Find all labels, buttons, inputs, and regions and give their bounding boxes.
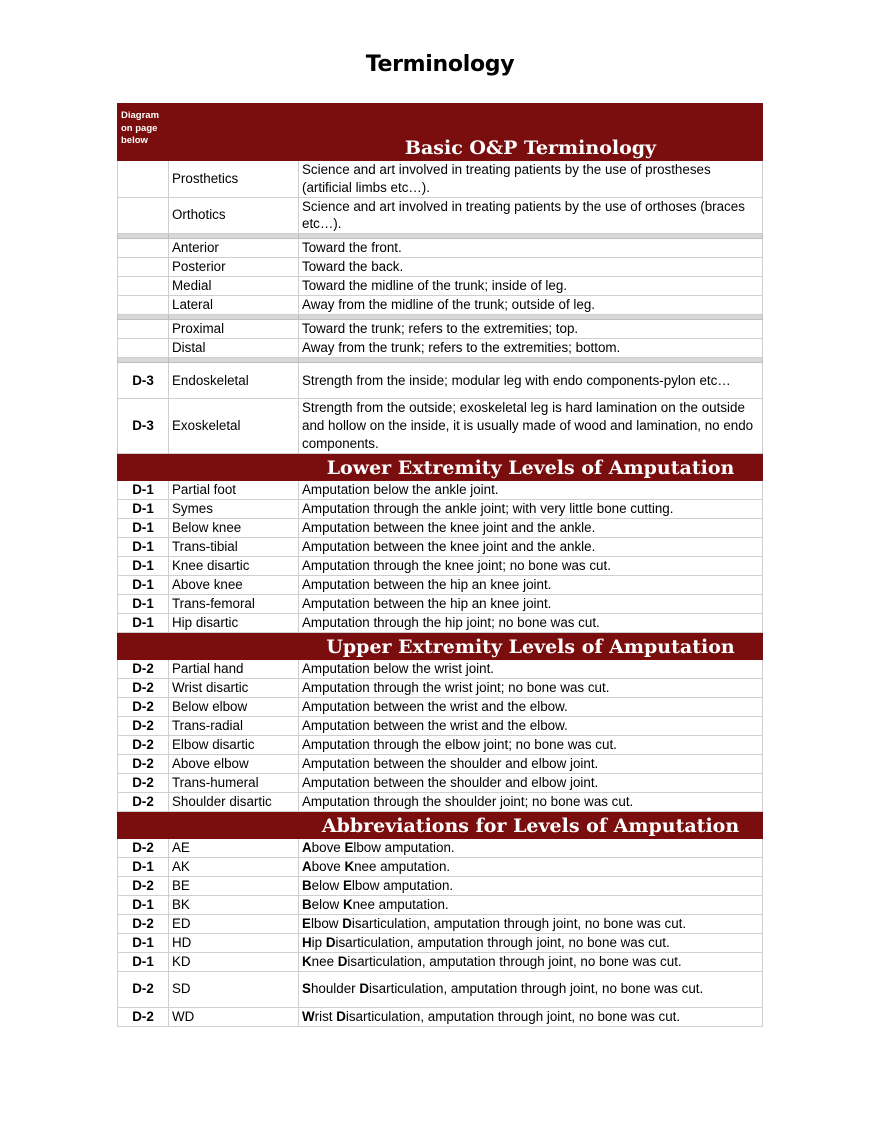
table-row — [118, 952, 763, 971]
diagram-code: D-1 — [118, 613, 169, 632]
diagram-code — [118, 296, 169, 315]
table-row — [118, 320, 763, 339]
banner-empty-cell — [118, 632, 169, 659]
diagram-code: D-3 — [118, 363, 169, 399]
table-row — [118, 792, 763, 811]
diagram-code — [118, 339, 169, 358]
definition-cell: Toward the trunk; refers to the extremities; top. — [299, 320, 763, 339]
abbreviation-cell: BK — [169, 895, 299, 914]
diagram-code: D-2 — [118, 678, 169, 697]
term-cell: Symes — [169, 499, 299, 518]
term-cell: Partial foot — [169, 480, 299, 499]
table-row — [118, 339, 763, 358]
diagram-code: D-2 — [118, 735, 169, 754]
table-row — [118, 197, 763, 234]
definition-cell — [299, 933, 763, 952]
abbreviation-cell: AE — [169, 838, 299, 857]
definition-text: isarticulation, amputation through joint, no bone was cut. — [347, 953, 682, 969]
diagram-code — [118, 161, 169, 198]
abbreviation-letter: H — [302, 934, 312, 950]
definition-cell — [299, 857, 763, 876]
section-banner — [118, 453, 763, 480]
definition-cell: Amputation through the elbow joint; no bone was cut. — [299, 735, 763, 754]
section-banner — [118, 811, 763, 838]
definition-cell: Amputation between the knee joint and the ankle. — [299, 518, 763, 537]
definition-cell: Amputation through the wrist joint; no bone was cut. — [299, 678, 763, 697]
definition-text: rist — [314, 1008, 337, 1024]
abbreviation-cell: BE — [169, 876, 299, 895]
definition-cell — [299, 971, 763, 1007]
abbreviation-letter: D — [325, 934, 336, 950]
diagram-code: D-1 — [118, 556, 169, 575]
abbreviation-letter: D — [342, 915, 352, 931]
definition-cell: Science and art involved in treating patients by the use of prostheses (artificial limbs etc…). — [299, 161, 763, 198]
definition-cell: Away from the trunk; refers to the extremities; bottom. — [299, 339, 763, 358]
definition-cell: Amputation through the shoulder joint; no bone was cut. — [299, 792, 763, 811]
abbreviation-letter: D — [359, 981, 370, 997]
definition-text: lbow amputation. — [351, 877, 454, 893]
term-cell: Below elbow — [169, 697, 299, 716]
term-cell: Wrist disartic — [169, 678, 299, 697]
banner-empty-cell — [169, 104, 299, 161]
table-row — [118, 857, 763, 876]
diagram-code: D-2 — [118, 773, 169, 792]
definition-cell: Amputation between the wrist and the elbow. — [299, 716, 763, 735]
definition-cell: Science and art involved in treating patients by the use of orthoses (braces etc…). — [299, 197, 763, 234]
table-row — [118, 754, 763, 773]
table-row — [118, 363, 763, 399]
definition-cell: Toward the front. — [299, 239, 763, 258]
definition-cell: Amputation through the ankle joint; with very little bone cutting. — [299, 499, 763, 518]
abbreviation-letter: S — [302, 981, 311, 997]
term-cell: Above knee — [169, 575, 299, 594]
diagram-code: D-2 — [118, 659, 169, 678]
diagram-code — [118, 197, 169, 234]
abbreviation-cell: WD — [169, 1007, 299, 1026]
abbreviation-letter: A — [302, 858, 312, 874]
table-row — [118, 258, 763, 277]
term-cell: Endoskeletal — [169, 363, 299, 399]
diagram-code: D-1 — [118, 952, 169, 971]
definition-cell — [299, 952, 763, 971]
abbreviation-cell: KD — [169, 952, 299, 971]
table-row — [118, 518, 763, 537]
term-cell: Elbow disartic — [169, 735, 299, 754]
section-title: Abbreviations for Levels of Amputation — [299, 811, 763, 838]
table-row — [118, 613, 763, 632]
section-title: Upper Extremity Levels of Amputation — [299, 632, 763, 659]
table-row — [118, 399, 763, 453]
abbreviation-letter: K — [342, 896, 353, 912]
term-cell: Lateral — [169, 296, 299, 315]
definition-cell: Amputation between the shoulder and elbow joint. — [299, 773, 763, 792]
table-row — [118, 716, 763, 735]
term-cell: Anterior — [169, 239, 299, 258]
definition-text: nee amputation. — [354, 858, 451, 874]
definition-cell: Toward the back. — [299, 258, 763, 277]
diagram-code: D-3 — [118, 399, 169, 453]
table-row — [118, 296, 763, 315]
diagram-code: D-1 — [118, 537, 169, 556]
definition-text: isarticulation, amputation through joint, no bone was cut. — [335, 934, 670, 950]
abbreviation-letter: E — [344, 839, 354, 855]
page-title: Terminology — [365, 52, 515, 77]
diagram-code: D-2 — [118, 792, 169, 811]
abbreviation-letter: B — [302, 896, 312, 912]
diagram-code — [118, 277, 169, 296]
definition-cell: Amputation between the shoulder and elbow joint. — [299, 754, 763, 773]
diagram-code: D-2 — [118, 876, 169, 895]
definition-cell: Strength from the outside; exoskeletal leg is hard lamination on the outside and hollow on the inside, it is usually made of wood and lamination, no endo components. — [299, 399, 763, 453]
table-row — [118, 971, 763, 1007]
definition-text: isarticulation, amputation through joint, no bone was cut. — [351, 915, 687, 931]
table-row — [118, 697, 763, 716]
diagram-code: D-2 — [118, 716, 169, 735]
abbreviation-letter: E — [302, 915, 311, 931]
definition-cell: Amputation between the knee joint and the ankle. — [299, 537, 763, 556]
diagram-code: D-2 — [118, 697, 169, 716]
definition-cell — [299, 895, 763, 914]
definition-text: ip — [311, 934, 326, 950]
definition-text: houlder — [310, 981, 360, 997]
diagram-code: D-2 — [118, 1007, 169, 1026]
term-cell: Trans-humeral — [169, 773, 299, 792]
table-row — [118, 773, 763, 792]
diagram-code: D-2 — [118, 914, 169, 933]
abbreviation-letter: D — [337, 953, 348, 969]
diagram-code: D-1 — [118, 480, 169, 499]
term-cell: Partial hand — [169, 659, 299, 678]
abbreviation-letter: B — [302, 877, 312, 893]
abbreviation-letter: K — [344, 858, 355, 874]
diagram-code: D-1 — [118, 518, 169, 537]
definition-cell: Amputation between the hip an knee joint. — [299, 594, 763, 613]
term-cell: Knee disartic — [169, 556, 299, 575]
table-row — [118, 277, 763, 296]
term-cell: Proximal — [169, 320, 299, 339]
definition-text: nee amputation. — [352, 896, 449, 912]
definition-text: lbow amputation. — [353, 839, 455, 855]
term-cell: Trans-tibial — [169, 537, 299, 556]
definition-cell: Toward the midline of the trunk; inside of leg. — [299, 277, 763, 296]
definition-text: bove — [311, 839, 345, 855]
term-cell: Shoulder disartic — [169, 792, 299, 811]
table-row — [118, 537, 763, 556]
abbreviation-cell: HD — [169, 933, 299, 952]
definition-text: isarticulation, amputation through joint, no bone was cut. — [345, 1008, 681, 1024]
table-row — [118, 678, 763, 697]
definition-cell: Amputation below the ankle joint. — [299, 480, 763, 499]
definition-cell: Amputation below the wrist joint. — [299, 659, 763, 678]
term-cell: Below knee — [169, 518, 299, 537]
abbreviation-letter: D — [336, 1008, 346, 1024]
table-row — [118, 239, 763, 258]
definition-cell: Amputation between the hip an knee joint. — [299, 575, 763, 594]
term-cell: Above elbow — [169, 754, 299, 773]
section-banner — [118, 632, 763, 659]
section-banner — [118, 104, 763, 161]
definition-cell: Amputation between the wrist and the elbow. — [299, 697, 763, 716]
table-row — [118, 556, 763, 575]
diagram-code: D-2 — [118, 971, 169, 1007]
term-cell: Prosthetics — [169, 161, 299, 198]
abbreviation-letter: A — [302, 839, 312, 855]
definition-cell — [299, 1007, 763, 1026]
diagram-column-header: Diagram on page below — [118, 104, 169, 161]
definition-text: isarticulation, amputation through joint, no bone was cut. — [369, 981, 704, 997]
diagram-code: D-1 — [118, 933, 169, 952]
term-cell: Trans-radial — [169, 716, 299, 735]
table-row — [118, 735, 763, 754]
diagram-code: D-1 — [118, 499, 169, 518]
banner-empty-cell — [118, 453, 169, 480]
banner-empty-cell — [118, 811, 169, 838]
abbreviation-letter: W — [302, 1008, 315, 1024]
definition-text: nee — [311, 953, 338, 969]
abbreviation-cell: ED — [169, 914, 299, 933]
table-row — [118, 876, 763, 895]
abbreviation-cell: SD — [169, 971, 299, 1007]
terminology-table — [117, 103, 763, 1027]
diagram-code — [118, 320, 169, 339]
diagram-code: D-1 — [118, 895, 169, 914]
diagram-code — [118, 258, 169, 277]
term-cell: Exoskeletal — [169, 399, 299, 453]
table-row — [118, 1007, 763, 1026]
banner-empty-cell — [169, 453, 299, 480]
definition-cell: Amputation through the knee joint; no bone was cut. — [299, 556, 763, 575]
diagram-code: D-1 — [118, 594, 169, 613]
table-row — [118, 499, 763, 518]
definition-cell: Strength from the inside; modular leg with endo components-pylon etc… — [299, 363, 763, 399]
term-cell: Posterior — [169, 258, 299, 277]
diagram-code: D-1 — [118, 575, 169, 594]
table-row — [118, 480, 763, 499]
diagram-code: D-2 — [118, 838, 169, 857]
term-cell: Distal — [169, 339, 299, 358]
term-cell: Orthotics — [169, 197, 299, 234]
abbreviation-letter: K — [302, 953, 312, 969]
table-row — [118, 575, 763, 594]
definition-text: lbow — [310, 915, 343, 931]
table-row — [118, 161, 763, 198]
definition-cell — [299, 914, 763, 933]
table-row — [118, 659, 763, 678]
diagram-code — [118, 239, 169, 258]
definition-cell — [299, 876, 763, 895]
definition-text: elow — [311, 877, 343, 893]
definition-text: elow — [311, 896, 343, 912]
diagram-code: D-1 — [118, 857, 169, 876]
abbreviation-letter: E — [342, 877, 352, 893]
definition-cell: Away from the midline of the trunk; outside of leg. — [299, 296, 763, 315]
term-cell: Hip disartic — [169, 613, 299, 632]
banner-empty-cell — [169, 632, 299, 659]
diagram-code: D-2 — [118, 754, 169, 773]
table-row — [118, 914, 763, 933]
table-row — [118, 895, 763, 914]
section-title: Lower Extremity Levels of Amputation — [299, 453, 763, 480]
table-row — [118, 594, 763, 613]
term-cell: Medial — [169, 277, 299, 296]
definition-cell — [299, 838, 763, 857]
banner-empty-cell — [169, 811, 299, 838]
definition-text: bove — [311, 858, 345, 874]
definition-cell: Amputation through the hip joint; no bone was cut. — [299, 613, 763, 632]
abbreviation-cell: AK — [169, 857, 299, 876]
table-row — [118, 933, 763, 952]
table-row — [118, 838, 763, 857]
term-cell: Trans-femoral — [169, 594, 299, 613]
section-title: Basic O&P Terminology — [299, 104, 763, 161]
